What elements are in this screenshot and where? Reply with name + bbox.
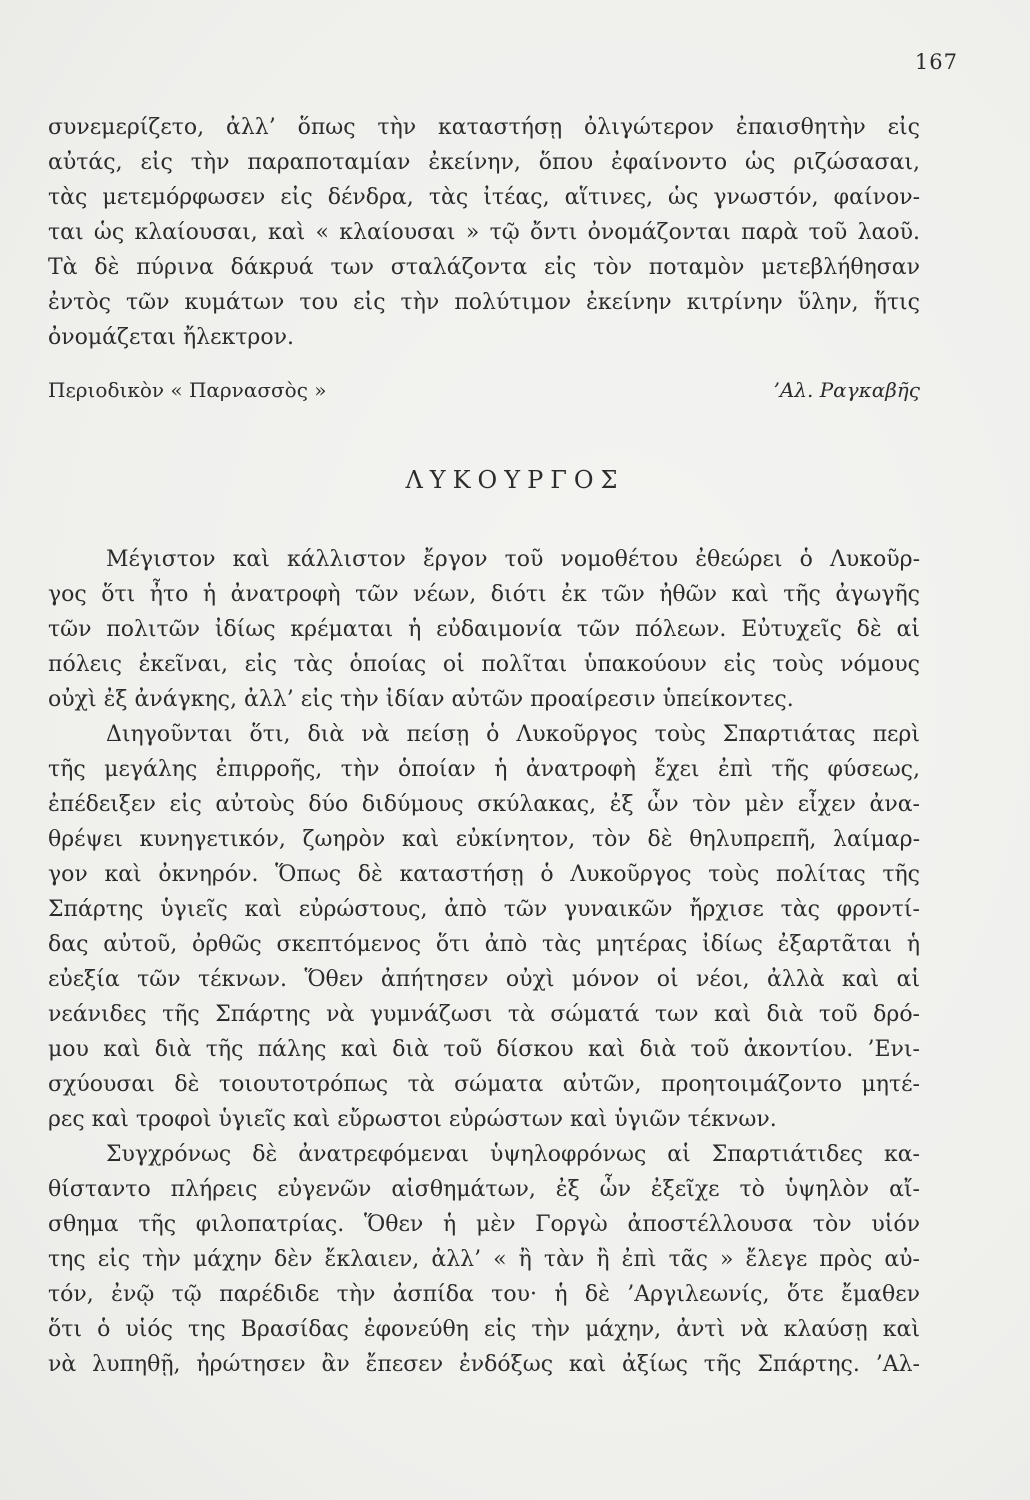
text-line: Τὰ δὲ πύρινα δάκρυά των σταλάζοντα εἰς τὸν ποταμὸν μετεβλήθησαν (48, 255, 920, 280)
text-line: Διηγοῦνται ὅτι, διὰ νὰ πείσῃ ὁ Λυκοῦργος τοὺς Σπαρτιάτας περὶ (106, 722, 920, 747)
text-line: σχύουσαι δὲ τοιουτοτρόπως τὰ σώματα αὐτῶν, προητοιμάζοντο μητέ- (48, 1072, 920, 1097)
text-line: ὅτι ὁ υἱός της Βρασίδας ἐφονεύθη εἰς τὴν μάχην, ἀντὶ νὰ κλαύσῃ καὶ (48, 1317, 920, 1342)
text-line: θίσταντο πλήρεις εὐγενῶν αἰσθημάτων, ἐξ ὧν ἐξεῖχε τὸ ὑψηλὸν αἴ- (48, 1177, 920, 1202)
text-line: συνεμερίζετο, ἀλλ’ ὅπως τὴν καταστήσῃ ὀλιγώτερον ἐπαισθητὴν εἰς (48, 115, 920, 140)
text-line: δας αὐτοῦ, ὀρθῶς σκεπτόμενος ὅτι ἀπὸ τὰς μητέρας ἰδίως ἐξαρτᾶται ἡ (48, 932, 920, 957)
source-publication: Περιοδικὸν « Παρνασσὸς » (48, 378, 327, 402)
section-heading: ΛΥΚΟΥΡΓΟΣ (405, 466, 625, 494)
text-line: Συγχρόνως δὲ ἀνατρεφόμεναι ὑψηλοφρόνως αἱ Σπαρτιάτιδες κα- (106, 1142, 920, 1167)
text-line: μου καὶ διὰ τῆς πάλης καὶ διὰ τοῦ δίσκου καὶ διὰ τοῦ ἀκοντίου. ’Ενι- (48, 1037, 920, 1062)
top-paragraph (48, 110, 920, 355)
source-author: ’Αλ. Ραγκαβῆς (773, 378, 920, 402)
text-line: σθημα τῆς φιλοπατρίας. Ὅθεν ἡ μὲν Γοργὼ ἀποστέλλουσα τὸν υἱόν (48, 1212, 920, 1237)
text-line: τόν, ἐνῷ τῷ παρέδιδε τὴν ἀσπίδα του· ἡ δὲ ’Αργιλεωνίς, ὅτε ἔμαθεν (48, 1282, 920, 1307)
text-line: εὐεξία τῶν τέκνων. Ὅθεν ἀπήτησεν οὐχὶ μόνον οἱ νέοι, ἀλλὰ καὶ αἱ (48, 967, 920, 992)
text-line: πόλεις ἐκεῖναι, εἰς τὰς ὁποίας οἱ πολῖται ὑπακούουν εἰς τοὺς νόμους (48, 652, 920, 677)
text-line: Σπάρτης ὑγιεῖς καὶ εὐρώστους, ἀπὸ τῶν γυναικῶν ἤρχισε τὰς φροντί- (48, 897, 920, 922)
text-line: ἐπέδειξεν εἰς αὐτοὺς δύο διδύμους σκύλακας, ἐξ ὧν τὸν μὲν εἶχεν ἀνα- (48, 792, 920, 817)
text-line: ται ὡς κλαίουσαι, καὶ « κλαίουσαι » τῷ ὄντι ὀνομάζονται παρὰ τοῦ λαοῦ. (48, 220, 920, 245)
section-body (48, 542, 920, 1382)
text-line: ρες καὶ τροφοὶ ὑγιεῖς καὶ εὔρωστοι εὐρώστων καὶ ὑγιῶν τέκνων. (48, 1107, 777, 1132)
page-number: 167 (914, 50, 958, 74)
text-line: τῶν πολιτῶν ἰδίως κρέμαται ἡ εὐδαιμονία τῶν πόλεων. Εὐτυχεῖς δὲ αἱ (48, 617, 920, 642)
text-line: θρέψει κυνηγετικόν, ζωηρὸν καὶ εὐκίνητον, τὸν δὲ θηλυπρεπῆ, λαίμαρ- (48, 827, 920, 852)
text-line: νὰ λυπηθῇ, ἠρώτησεν ἂν ἔπεσεν ἐνδόξως καὶ ἀξίως τῆς Σπάρτης. ’Αλ- (48, 1352, 920, 1377)
text-line: γον καὶ ὀκνηρόν. Ὅπως δὲ καταστήσῃ ὁ Λυκοῦργος τοὺς πολίτας τῆς (48, 862, 920, 887)
text-line: νεάνιδες τῆς Σπάρτης νὰ γυμνάζωσι τὰ σώματά των καὶ διὰ τοῦ δρό- (48, 1002, 920, 1027)
text-line: αὐτάς, εἰς τὴν παραποταμίαν ἐκείνην, ὅπου ἐφαίνοντο ὡς ριζώσασαι, (48, 150, 920, 175)
text-line: ὀνομάζεται ἤλεκτρον. (48, 325, 294, 350)
text-line: τῆς μεγάλης ἐπιρροῆς, τὴν ὁποίαν ἡ ἀνατροφὴ ἔχει ἐπὶ τῆς φύσεως, (48, 757, 920, 782)
text-line: της εἰς τὴν μάχην δὲν ἔκλαιεν, ἀλλ’ « ἢ τὰν ἢ ἐπὶ τᾶς » ἔλεγε πρὸς αὐ- (48, 1247, 920, 1272)
text-line: γος ὅτι ἦτο ἡ ἀνατροφὴ τῶν νέων, διότι ἐκ τῶν ἠθῶν καὶ τῆς ἀγωγῆς (48, 582, 920, 607)
text-line: ἐντὸς τῶν κυμάτων του εἰς τὴν πολύτιμον ἐκείνην κιτρίνην ὕλην, ἥτις (48, 290, 920, 315)
source-citation (48, 378, 920, 408)
text-line: τὰς μετεμόρφωσεν εἰς δένδρα, τὰς ἰτέας, αἵτινες, ὡς γνωστόν, φαίνον- (48, 185, 920, 210)
text-line: Μέγιστον καὶ κάλλιστον ἔργον τοῦ νομοθέτου ἐθεώρει ὁ Λυκοῦρ- (106, 547, 920, 572)
text-line: οὐχὶ ἐξ ἀνάγκης, ἀλλ’ εἰς τὴν ἰδίαν αὐτῶν προαίρεσιν ὑπείκοντες. (48, 687, 794, 712)
